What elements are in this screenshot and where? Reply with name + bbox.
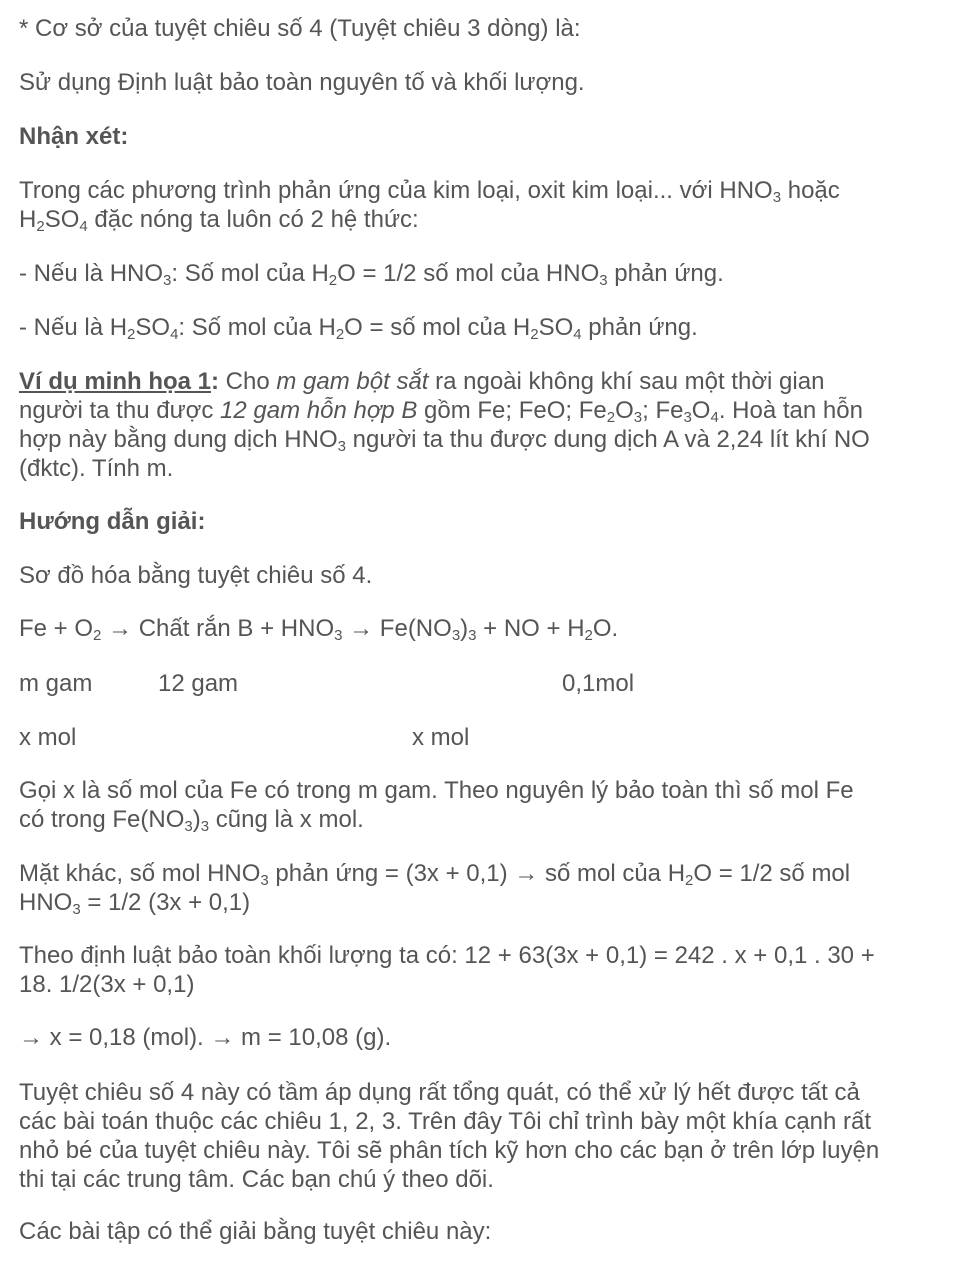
mol-no: 0,1mol <box>562 670 635 697</box>
mass-b: 12 gam <box>158 670 239 697</box>
result-line: → x = 0,18 (mol). → m = 10,08 (g). <box>19 1024 392 1051</box>
solution-heading: Hướng dẫn giải: <box>19 508 206 535</box>
explanation-1: Gọi x là số mol của Fe có trong m gam. Theo nguyên lý bảo toàn thì số mol Fe có trong $Fe(NO_3)_3$ cũng là x mol. <box>19 777 854 835</box>
example-paragraph: Ví dụ minh họa 1: Cho m gam bột sắt ra ngoài không khí sau một thời gian người ta thu được 12 gam hỗn hợp B gồm Fe; FeO; $Fe_2O_3$; $Fe_3O_4$. Hoà tan hỗn hợp này bằng dung dịch $HNO_3$ người ta thu được dung dịch A và 2,24 lít khí NO (đktc). Tính m. <box>19 368 870 482</box>
scheme-intro: Sơ đồ hóa bằng tuyệt chiêu số 4. <box>19 562 373 589</box>
closing-paragraph: Tuyệt chiêu số 4 này có tầm áp dụng rất tổng quát, có thể xử lý hết được tất cả các bài toán thuộc các chiêu 1, 2, 3. Trên đây Tôi chỉ trình bày một khía cạnh rất nhỏ bé của tuyệt chiêu này. Tôi sẽ phân tích kỹ hơn cho các bạn ở trên lớp luyện thi tại các trung tâm. Các bạn chú ý theo dõi. <box>19 1079 880 1193</box>
mol-fe: x mol <box>19 724 77 751</box>
intro-line: * Cơ sở của tuyệt chiêu số 4 (Tuyệt chiêu 3 dòng) là: <box>19 15 581 42</box>
rule-hno3: - Nếu là $HNO_3$: Số mol của $H_2O = 1/2$ số mol của $HNO_3$ phản ứng. <box>19 260 724 289</box>
explanation-2: Mặt khác, số mol $HNO_3$ phản ứng = (3x + 0,1) → số mol của $H_2O = 1/2$ số mol $HNO_3 = 1/2$ (3x + 0,1) <box>19 860 851 918</box>
rule-h2so4: - Nếu là $H_2SO_4$: Số mol của $H_2O$ = số mol của $H_2SO_4$ phản ứng. <box>19 314 698 343</box>
remark-text: Trong các phương trình phản ứng của kim loại, oxit kim loại... với $HNO_3$ hoặc $H_2SO_4$ đặc nóng ta luôn có 2 hệ thức: <box>19 177 840 235</box>
example-label: Ví dụ minh họa 1 <box>19 368 212 395</box>
method-line: Sử dụng Định luật bảo toàn nguyên tố và khối lượng. <box>19 69 585 96</box>
exercises-heading: Các bài tập có thể giải bằng tuyệt chiêu này: <box>19 1218 492 1245</box>
mol-fe-nitrate: x mol <box>412 724 470 751</box>
reaction-equation: $Fe + O_2$ → Chất rắn $B + HNO_3 \to Fe(NO_3)_3$ + NO + $H_2O$. <box>19 615 619 644</box>
mass-fe: m gam <box>19 670 93 697</box>
mass-conservation: Theo định luật bảo toàn khối lượng ta có: 12 + 63(3x + 0,1) = 242 . x + 0,1 . 30 + 18. 1/2(3x + 0,1) <box>19 942 875 998</box>
remark-heading: Nhận xét: <box>19 123 129 150</box>
